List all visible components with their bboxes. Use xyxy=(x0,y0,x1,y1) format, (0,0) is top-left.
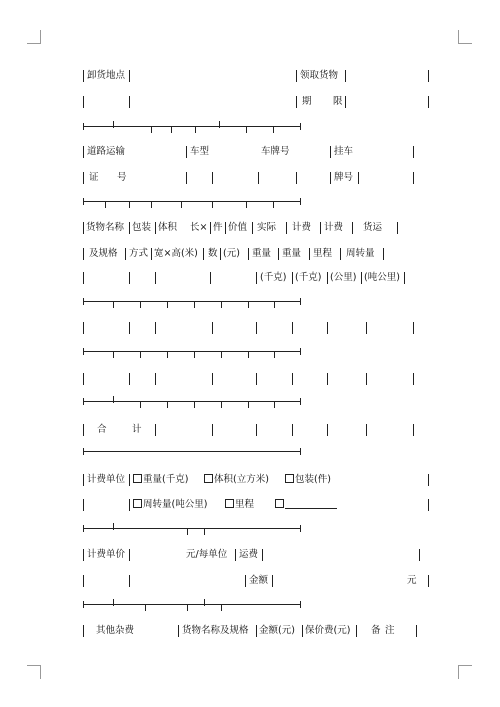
column-divider xyxy=(129,70,130,82)
rule-tick xyxy=(140,351,141,358)
column-divider xyxy=(83,146,84,158)
column-divider xyxy=(83,499,84,511)
turnover-option[interactable] xyxy=(133,499,207,511)
column-divider xyxy=(416,625,417,637)
column-divider xyxy=(397,222,398,234)
rule-tick xyxy=(274,351,275,358)
rule-tick xyxy=(140,301,141,308)
column-divider xyxy=(413,322,414,334)
yuan-header: (元) xyxy=(223,248,240,259)
goods-name-header: 货物名称 xyxy=(86,222,125,233)
column-divider xyxy=(309,248,310,260)
rule-tick xyxy=(187,528,188,535)
column-divider xyxy=(345,70,346,82)
count-header: 数 xyxy=(208,248,218,259)
actual-header: 实际 xyxy=(257,222,277,233)
rule-tick xyxy=(129,201,130,208)
column-divider xyxy=(330,172,331,184)
rule-tick xyxy=(187,604,188,611)
column-divider xyxy=(129,373,130,385)
rule-tick xyxy=(113,351,114,358)
weight-option-label: 重量(千克) xyxy=(143,474,189,485)
column-divider xyxy=(155,424,156,436)
misc-fees-label: 其他杂费 xyxy=(96,625,135,636)
column-divider xyxy=(330,146,331,158)
pack-option-label: 包装(件) xyxy=(295,474,331,485)
rule-tick xyxy=(248,301,249,308)
pieces-header: 件 xyxy=(213,222,223,233)
column-divider xyxy=(272,575,273,587)
rule-tick xyxy=(140,401,141,408)
rule-tick xyxy=(83,601,84,608)
rule-tick xyxy=(204,599,205,606)
rule-tick xyxy=(221,301,222,308)
period-label-b: 限 xyxy=(333,96,343,107)
column-divider xyxy=(327,424,328,436)
column-divider xyxy=(345,96,346,108)
column-divider xyxy=(256,322,257,334)
period-label-a: 期 xyxy=(302,96,312,107)
volume-header: 体积 xyxy=(158,222,178,233)
column-divider xyxy=(286,222,287,234)
column-divider xyxy=(155,222,156,234)
column-divider xyxy=(252,222,253,234)
column-divider xyxy=(186,172,187,184)
rule-tick xyxy=(167,351,168,358)
rule-tick xyxy=(151,201,152,208)
trailer-label: 挂车 xyxy=(334,146,354,157)
remark-label-a: 备 xyxy=(371,625,381,636)
column-divider xyxy=(358,172,359,184)
column-divider xyxy=(212,373,213,385)
column-divider xyxy=(361,272,362,284)
rule-tick xyxy=(194,351,195,358)
plate-no-label: 车牌号 xyxy=(261,146,290,157)
rule-tick xyxy=(221,401,222,408)
column-divider xyxy=(83,272,84,284)
column-divider xyxy=(129,575,130,587)
rule-tick xyxy=(83,398,84,405)
weight-header: 重量 xyxy=(252,248,272,259)
kg-unit-2: (千克) xyxy=(295,272,322,283)
volume-option-label: 体积(立方米) xyxy=(214,474,269,485)
packing-header: 包装 xyxy=(132,222,152,233)
rule-tick xyxy=(221,351,222,358)
column-divider xyxy=(155,322,156,334)
rule-tick xyxy=(300,601,301,608)
rule-tick xyxy=(194,401,195,408)
rule-tick xyxy=(105,201,106,208)
crop-mark-bl xyxy=(40,665,41,679)
column-divider xyxy=(83,172,84,184)
column-divider xyxy=(428,499,429,511)
column-divider xyxy=(210,222,211,234)
column-divider xyxy=(83,70,84,82)
column-divider xyxy=(413,373,414,385)
column-divider xyxy=(245,575,246,587)
rule-tick xyxy=(300,123,301,130)
rule-tick xyxy=(83,198,84,205)
column-divider xyxy=(225,222,226,234)
rule-tick xyxy=(171,126,172,133)
column-divider xyxy=(129,549,130,561)
vehicle-type-label: 车型 xyxy=(190,146,210,157)
crop-mark-tr-h xyxy=(458,43,472,44)
column-divider xyxy=(256,373,257,385)
goods-spec-label: 货物名称及规格 xyxy=(182,625,249,636)
rule-tick xyxy=(181,201,182,208)
insured-fee-label: 保价费(元) xyxy=(305,625,351,636)
column-divider xyxy=(258,172,259,184)
pack-option[interactable] xyxy=(285,474,331,486)
rule-tick xyxy=(195,126,196,133)
turnover-checkbox[interactable] xyxy=(133,499,142,508)
weight-checkbox[interactable] xyxy=(133,474,142,483)
column-divider xyxy=(83,373,84,385)
mileage-option[interactable] xyxy=(225,499,254,511)
separator-rule xyxy=(83,301,301,302)
rule-tick xyxy=(151,126,152,133)
crop-mark-br xyxy=(458,665,459,679)
weight-option[interactable] xyxy=(133,474,188,486)
mileage-header: 里程 xyxy=(313,248,333,259)
rule-tick xyxy=(219,121,220,128)
freight-header: 货运 xyxy=(363,222,383,233)
value-header: 价值 xyxy=(228,222,248,233)
column-divider xyxy=(83,424,84,436)
rule-tick xyxy=(113,121,114,128)
column-divider xyxy=(212,322,213,334)
rule-tick xyxy=(113,396,114,403)
rule-tick xyxy=(113,301,114,308)
column-divider xyxy=(155,272,156,284)
column-divider xyxy=(129,322,130,334)
turnover-option-label: 周转量(吨公里) xyxy=(143,499,208,510)
column-divider xyxy=(256,272,257,284)
rule-tick xyxy=(212,201,213,208)
separator-rule xyxy=(83,401,301,402)
other-amount-label: 金额(元) xyxy=(259,625,295,636)
column-divider xyxy=(320,222,321,234)
column-divider xyxy=(413,172,414,184)
column-divider xyxy=(83,625,84,637)
separator-rule xyxy=(83,201,301,202)
rule-tick xyxy=(273,126,274,133)
column-divider xyxy=(356,625,357,637)
rule-tick xyxy=(167,301,168,308)
column-divider xyxy=(129,96,130,108)
rule-tick xyxy=(300,348,301,355)
crop-mark-tl-h xyxy=(27,43,41,44)
amount-label: 金额 xyxy=(249,575,269,586)
column-divider xyxy=(404,272,405,284)
rule-tick xyxy=(300,448,301,455)
receive-goods-label: 领取货物 xyxy=(300,70,339,81)
column-divider xyxy=(83,549,84,561)
column-divider xyxy=(340,248,341,260)
column-divider xyxy=(352,222,353,234)
column-divider xyxy=(256,424,257,436)
column-divider xyxy=(155,373,156,385)
column-divider xyxy=(428,575,429,587)
column-divider xyxy=(248,248,249,260)
column-divider xyxy=(129,499,130,511)
yuan-label: 元 xyxy=(407,575,417,586)
rule-tick xyxy=(248,401,249,408)
separator-rule xyxy=(83,351,301,352)
column-divider xyxy=(413,146,414,158)
rule-tick xyxy=(83,448,84,455)
crop-mark-bl-h xyxy=(27,665,41,666)
column-divider xyxy=(327,272,328,284)
column-divider xyxy=(366,322,367,334)
rule-tick xyxy=(274,401,275,408)
rule-tick xyxy=(273,201,274,208)
pack-checkbox[interactable] xyxy=(285,474,294,483)
column-divider xyxy=(151,248,152,260)
column-divider xyxy=(178,625,179,637)
column-divider xyxy=(292,322,293,334)
column-divider xyxy=(278,248,279,260)
turnover-header: 周转量 xyxy=(346,248,375,259)
column-divider xyxy=(296,172,297,184)
charge-header: 计费 xyxy=(292,222,312,233)
column-divider xyxy=(296,96,297,108)
column-divider xyxy=(125,248,126,260)
km-unit: (公里) xyxy=(330,272,357,283)
rule-tick xyxy=(246,126,247,133)
rule-tick xyxy=(83,348,84,355)
total-label-a: 合 xyxy=(97,424,107,435)
rule-tick xyxy=(167,401,168,408)
column-divider xyxy=(292,272,293,284)
other-option[interactable] xyxy=(275,499,337,511)
column-divider xyxy=(366,373,367,385)
kg-unit-1: (千克) xyxy=(260,272,287,283)
rule-tick xyxy=(113,523,114,530)
rule-tick xyxy=(300,398,301,405)
cert-label-a: 证 xyxy=(89,172,99,183)
column-divider xyxy=(83,222,84,234)
tkm-unit: (吨公里) xyxy=(364,272,400,283)
unload-place-label: 卸货地点 xyxy=(87,70,126,81)
rule-tick xyxy=(194,301,195,308)
rule-tick xyxy=(274,301,275,308)
column-divider xyxy=(83,474,84,486)
column-divider xyxy=(428,96,429,108)
column-divider xyxy=(327,322,328,334)
per-unit-label: 元/每单位 xyxy=(186,549,228,560)
road-transport-label: 道路运输 xyxy=(87,146,126,157)
rule-tick xyxy=(300,525,301,532)
spec-header: 及规格 xyxy=(89,248,118,259)
column-divider xyxy=(212,172,213,184)
column-divider xyxy=(428,70,429,82)
rule-tick xyxy=(300,198,301,205)
volume-checkbox[interactable] xyxy=(204,474,213,483)
column-divider xyxy=(419,549,420,561)
column-divider xyxy=(129,222,130,234)
separator-rule xyxy=(83,451,301,452)
column-divider xyxy=(366,424,367,436)
column-divider xyxy=(383,248,384,260)
volume-option[interactable] xyxy=(204,474,269,486)
column-divider xyxy=(203,248,204,260)
mileage-checkbox[interactable] xyxy=(225,499,234,508)
freight-label: 运费 xyxy=(239,549,259,560)
column-divider xyxy=(83,322,84,334)
rule-tick xyxy=(83,298,84,305)
other-checkbox[interactable] xyxy=(275,499,284,508)
dims-header: 宽×高(米) xyxy=(154,248,198,259)
column-divider xyxy=(413,424,414,436)
rule-tick xyxy=(113,599,114,606)
column-divider xyxy=(302,625,303,637)
column-divider xyxy=(129,474,130,486)
separator-rule xyxy=(83,604,301,605)
total-label-b: 计 xyxy=(132,424,142,435)
column-divider xyxy=(327,373,328,385)
charge-header-2: 计费 xyxy=(324,222,344,233)
column-divider xyxy=(292,424,293,436)
column-divider xyxy=(428,474,429,486)
column-divider xyxy=(292,373,293,385)
method-header: 方式 xyxy=(129,248,149,259)
billing-unit-label: 计费单位 xyxy=(87,474,126,485)
unit-price-label: 计费单价 xyxy=(87,549,126,560)
rule-tick xyxy=(248,351,249,358)
weight-header-2: 重量 xyxy=(282,248,302,259)
cert-label-b: 号 xyxy=(117,172,127,183)
crop-mark-tl xyxy=(40,30,41,44)
column-divider xyxy=(83,575,84,587)
rule-tick xyxy=(145,604,146,611)
rule-tick xyxy=(83,525,84,532)
rule-tick xyxy=(204,528,205,535)
length-header: 长× xyxy=(190,222,208,233)
rule-tick xyxy=(221,604,222,611)
column-divider xyxy=(256,625,257,637)
column-divider xyxy=(235,549,236,561)
crop-mark-br-h xyxy=(458,665,472,666)
column-divider xyxy=(212,424,213,436)
crop-mark-tr xyxy=(458,30,459,44)
column-divider xyxy=(83,248,84,260)
separator-rule xyxy=(83,126,301,127)
rule-tick xyxy=(246,201,247,208)
column-divider xyxy=(296,70,297,82)
column-divider xyxy=(186,146,187,158)
rule-tick xyxy=(83,123,84,130)
mileage-option-label: 里程 xyxy=(235,499,255,510)
other-blank[interactable] xyxy=(285,499,337,509)
column-divider xyxy=(262,549,263,561)
plate-label: 牌号 xyxy=(334,172,354,183)
rule-tick xyxy=(300,298,301,305)
column-divider xyxy=(220,248,221,260)
remark-label-b: 注 xyxy=(385,625,395,636)
column-divider xyxy=(210,272,211,284)
column-divider xyxy=(129,272,130,284)
separator-rule xyxy=(83,528,301,529)
column-divider xyxy=(83,96,84,108)
